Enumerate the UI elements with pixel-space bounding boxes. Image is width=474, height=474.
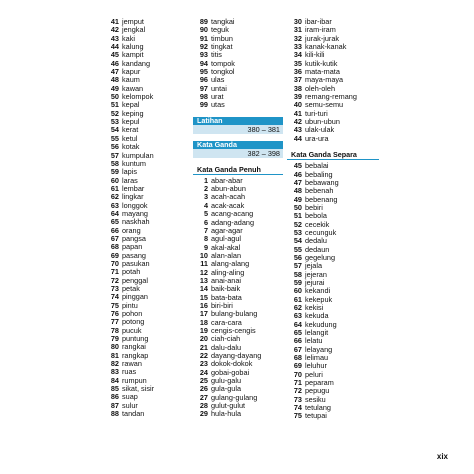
entry-number: 49 xyxy=(110,83,119,93)
entry-word: ura-ura xyxy=(305,133,329,143)
entry-number: 75 xyxy=(110,300,119,310)
entry-word: rumpun xyxy=(122,375,147,385)
entry-number: 66 xyxy=(110,225,119,235)
entry-number: 23 xyxy=(199,359,208,369)
entry-word: laras xyxy=(122,175,138,185)
index-entry xyxy=(287,412,379,420)
index-entry xyxy=(287,135,379,143)
entry-number: 14 xyxy=(199,284,208,294)
entry-word: dalu-dalu xyxy=(211,342,242,352)
entry-number: 13 xyxy=(199,275,208,285)
entry-number: 27 xyxy=(199,392,208,402)
entry-number: 93 xyxy=(199,50,208,60)
entry-word: timbun xyxy=(211,33,233,43)
entry-word: leluhur xyxy=(305,361,327,371)
entry-number: 60 xyxy=(110,175,119,185)
entry-number: 58 xyxy=(293,269,302,279)
entry-word: cara-cara xyxy=(211,317,242,327)
entry-word: cecekik xyxy=(305,219,330,229)
index-list-right-top xyxy=(287,18,379,143)
entry-word: papan xyxy=(122,242,143,252)
entry-number: 70 xyxy=(293,369,302,379)
entry-number: 54 xyxy=(110,125,119,135)
entry-number: 29 xyxy=(199,409,208,419)
entry-number: 40 xyxy=(293,100,302,110)
index-list-middle-bottom xyxy=(193,177,283,419)
entry-number: 64 xyxy=(110,208,119,218)
entry-word: bebalai xyxy=(305,161,329,171)
entry-number: 70 xyxy=(110,258,119,268)
entry-word: kekisi xyxy=(305,303,324,312)
entry-word: penggal xyxy=(122,275,148,285)
entry-number: 45 xyxy=(110,50,119,60)
entry-number: 38 xyxy=(293,83,302,93)
entry-word: kelompok xyxy=(122,92,154,102)
kata-ganda-section xyxy=(193,141,283,158)
entry-number: 58 xyxy=(110,158,119,168)
entry-word: cengis-cengis xyxy=(211,325,256,335)
entry-word: bebenang xyxy=(305,194,338,204)
entry-word: pasang xyxy=(122,250,146,260)
entry-number: 26 xyxy=(199,384,208,394)
entry-word: tetupai xyxy=(305,411,327,421)
entry-number: 65 xyxy=(110,217,119,227)
entry-number: 17 xyxy=(199,309,208,319)
entry-number: 65 xyxy=(293,328,302,338)
kata-ganda-pages: 382 – 398 xyxy=(193,149,283,158)
entry-number: 74 xyxy=(293,403,302,413)
entry-number: 68 xyxy=(110,242,119,252)
entry-word: suap xyxy=(122,392,138,402)
entry-word: abun-abun xyxy=(211,184,246,194)
entry-number: 53 xyxy=(110,117,119,127)
entry-word: abar-abar xyxy=(211,175,243,185)
entry-number: 46 xyxy=(110,58,119,68)
entry-word: gulut-gulut xyxy=(211,401,246,411)
entry-word: puntung xyxy=(122,334,149,344)
entry-word: kalung xyxy=(122,42,144,52)
entry-number: 59 xyxy=(110,167,119,177)
entry-number: 52 xyxy=(110,108,119,118)
entry-number: 45 xyxy=(293,161,302,171)
entry-number: 53 xyxy=(293,227,302,237)
entry-word: bebiri xyxy=(305,202,323,212)
kata-ganda-separa-title: Kata Ganda Separa xyxy=(287,150,379,160)
entry-word: pucuk xyxy=(122,325,142,335)
entry-number: 84 xyxy=(110,375,119,385)
entry-number: 59 xyxy=(293,277,302,287)
entry-number: 31 xyxy=(293,25,302,35)
entry-word: titis xyxy=(211,50,222,60)
entry-word: kampit xyxy=(122,50,144,60)
entry-word: gegelung xyxy=(305,252,336,262)
entry-number: 79 xyxy=(110,334,119,344)
index-column-middle xyxy=(193,18,283,419)
entry-word: ulas xyxy=(211,75,225,85)
entry-number: 72 xyxy=(110,275,119,285)
entry-number: 33 xyxy=(293,42,302,52)
kata-ganda-title: Kata Ganda xyxy=(193,141,283,149)
entry-word: lelayang xyxy=(305,344,333,354)
entry-word: tandan xyxy=(122,409,145,419)
entry-word: kepal xyxy=(122,100,140,110)
entry-word: jemput xyxy=(122,17,144,26)
page-number: xix xyxy=(436,452,448,461)
entry-number: 51 xyxy=(293,211,302,221)
entry-number: 4 xyxy=(203,200,208,210)
entry-word: jengkal xyxy=(122,25,146,35)
entry-word: alan-alan xyxy=(211,250,242,260)
entry-number: 57 xyxy=(293,261,302,271)
entry-word: pintu xyxy=(122,300,138,310)
entry-number: 74 xyxy=(110,292,119,302)
entry-number: 39 xyxy=(293,92,302,102)
entry-word: sesiku xyxy=(305,394,326,404)
entry-number: 99 xyxy=(199,100,208,110)
entry-word: tingkat xyxy=(211,42,233,52)
entry-word: adang-adang xyxy=(211,217,255,227)
entry-word: agar-agar xyxy=(211,225,243,235)
kata-ganda-penuh-title: Kata Ganda Penuh xyxy=(193,165,283,175)
entry-number: 48 xyxy=(110,75,119,85)
entry-number: 83 xyxy=(110,367,119,377)
entry-word: urat xyxy=(211,92,224,102)
latihan-title: Latihan xyxy=(193,117,283,125)
entry-word: kekandi xyxy=(305,286,331,296)
entry-word: pangsa xyxy=(122,233,146,243)
entry-number: 97 xyxy=(199,83,208,93)
entry-number: 62 xyxy=(293,303,302,312)
entry-word: alang-alang xyxy=(211,259,250,269)
entry-word: semu-semu xyxy=(305,100,344,110)
entry-word: potong xyxy=(122,317,145,327)
entry-number: 32 xyxy=(293,33,302,43)
entry-number: 43 xyxy=(110,33,119,43)
entry-number: 28 xyxy=(199,401,208,411)
entry-word: bata-bata xyxy=(211,292,242,302)
entry-word: lelimau xyxy=(305,353,329,363)
entry-number: 56 xyxy=(110,142,119,152)
entry-number: 69 xyxy=(293,361,302,371)
entry-word: kandang xyxy=(122,58,150,68)
entry-number: 71 xyxy=(110,267,119,277)
entry-word: lembar xyxy=(122,183,145,193)
entry-number: 50 xyxy=(293,202,302,212)
entry-number: 22 xyxy=(199,351,208,360)
entry-number: 20 xyxy=(199,334,208,344)
entry-word: lelangit xyxy=(305,328,329,338)
entry-word: orang xyxy=(122,225,141,235)
entry-number: 73 xyxy=(293,394,302,404)
entry-word: anai-anai xyxy=(211,275,242,285)
entry-word: ketul xyxy=(122,133,138,143)
entry-number: 7 xyxy=(203,225,208,235)
entry-word: akal-akal xyxy=(211,242,241,252)
entry-word: jurak-jurak xyxy=(305,33,340,43)
entry-number: 67 xyxy=(293,344,302,354)
entry-word: bebola xyxy=(305,211,327,221)
entry-word: dedaun xyxy=(305,244,330,254)
entry-word: hula-hula xyxy=(211,409,242,419)
entry-word: bebaling xyxy=(305,169,333,179)
entry-number: 5 xyxy=(203,209,208,219)
entry-number: 15 xyxy=(199,292,208,302)
entry-number: 77 xyxy=(110,317,119,327)
entry-word: kotak xyxy=(122,142,140,152)
entry-number: 96 xyxy=(199,75,208,85)
entry-number: 10 xyxy=(199,250,208,260)
entry-number: 72 xyxy=(293,386,302,396)
entry-number: 35 xyxy=(293,58,302,68)
entry-word: gulu-galu xyxy=(211,376,242,386)
entry-number: 60 xyxy=(293,286,302,296)
entry-word: kawan xyxy=(122,83,144,93)
entry-number: 30 xyxy=(293,17,302,26)
entry-word: baik-baik xyxy=(211,284,241,294)
entry-number: 95 xyxy=(199,67,208,77)
entry-number: 82 xyxy=(110,359,119,369)
entry-word: acang-acang xyxy=(211,209,254,219)
entry-number: 47 xyxy=(110,67,119,77)
entry-number: 44 xyxy=(110,42,119,52)
entry-word: sikat, sisir xyxy=(122,384,155,394)
entry-number: 55 xyxy=(110,133,119,143)
entry-word: kekudung xyxy=(305,319,337,329)
entry-number: 75 xyxy=(293,411,302,421)
entry-word: teguk xyxy=(211,25,229,35)
entry-word: ubun-ubun xyxy=(305,117,340,127)
entry-word: iram-iram xyxy=(305,25,336,35)
entry-number: 73 xyxy=(110,284,119,293)
entry-word: lingkar xyxy=(122,192,144,202)
index-column-right xyxy=(287,18,379,421)
entry-word: turi-turi xyxy=(305,108,328,118)
entry-word: mata-mata xyxy=(305,67,340,77)
entry-number: 12 xyxy=(199,267,208,277)
entry-number: 49 xyxy=(293,194,302,204)
entry-number: 55 xyxy=(293,244,302,254)
entry-word: ulak-ulak xyxy=(305,125,335,135)
entry-word: ibar-ibar xyxy=(305,17,332,26)
entry-number: 9 xyxy=(203,242,208,252)
entry-word: peluri xyxy=(305,369,323,379)
entry-word: lapis xyxy=(122,167,138,177)
entry-word: sulur xyxy=(122,400,138,410)
entry-word: bebawang xyxy=(305,177,339,187)
entry-number: 42 xyxy=(110,25,119,35)
entry-word: tongkol xyxy=(211,67,235,77)
entry-number: 98 xyxy=(199,92,208,102)
index-list-middle-top xyxy=(193,18,283,110)
entry-word: bulang-bulang xyxy=(211,309,258,319)
entry-number: 44 xyxy=(293,133,302,143)
entry-word: jejeran xyxy=(305,269,327,279)
entry-number: 34 xyxy=(293,50,302,60)
entry-number: 11 xyxy=(200,259,208,269)
entry-number: 19 xyxy=(199,325,208,335)
entry-number: 63 xyxy=(293,311,302,321)
entry-word: pinggan xyxy=(122,292,148,302)
entry-word: kerat xyxy=(122,125,139,135)
entry-number: 63 xyxy=(110,200,119,210)
entry-number: 6 xyxy=(203,217,208,227)
entry-word: remang-remang xyxy=(305,92,357,102)
entry-number: 47 xyxy=(293,177,302,187)
entry-word: kepul xyxy=(122,117,140,127)
entry-number: 71 xyxy=(293,378,302,388)
entry-number: 89 xyxy=(199,17,208,26)
entry-number: 78 xyxy=(110,325,119,335)
entry-number: 52 xyxy=(293,219,302,229)
index-list-right-bottom xyxy=(287,162,379,421)
entry-number: 86 xyxy=(110,392,119,402)
entry-word: kumpulan xyxy=(122,150,154,160)
entry-number: 37 xyxy=(293,75,302,85)
entry-word: kanak-kanak xyxy=(305,42,347,52)
entry-number: 16 xyxy=(199,300,208,310)
entry-word: rangkap xyxy=(122,350,149,360)
entry-number: 66 xyxy=(293,336,302,346)
entry-number: 67 xyxy=(110,233,119,243)
entry-number: 41 xyxy=(110,17,119,26)
entry-number: 80 xyxy=(110,342,119,352)
entry-number: 94 xyxy=(199,58,208,68)
entry-number: 61 xyxy=(293,294,302,304)
entry-word: gulang-gulang xyxy=(211,392,258,402)
entry-word: kuntum xyxy=(122,158,146,168)
entry-number: 41 xyxy=(293,108,302,118)
entry-word: rawan xyxy=(122,359,142,369)
entry-number: 43 xyxy=(293,125,302,135)
entry-word: gula-gula xyxy=(211,384,242,394)
entry-number: 18 xyxy=(199,317,208,327)
entry-word: kekepuk xyxy=(305,294,333,304)
entry-number: 68 xyxy=(293,353,302,363)
entry-word: potah xyxy=(122,267,141,277)
entry-number: 90 xyxy=(199,25,208,35)
entry-word: pepugu xyxy=(305,386,330,396)
entry-word: acak-acak xyxy=(211,200,245,210)
index-entry xyxy=(193,410,283,418)
entry-number: 24 xyxy=(199,367,208,377)
entry-number: 92 xyxy=(199,42,208,52)
entry-number: 62 xyxy=(110,192,119,202)
entry-word: untai xyxy=(211,83,227,93)
entry-word: peparam xyxy=(305,378,334,388)
entry-word: cecunguk xyxy=(305,227,337,237)
entry-number: 54 xyxy=(293,236,302,246)
entry-number: 85 xyxy=(110,384,119,394)
entry-number: 25 xyxy=(199,376,208,386)
entry-word: tangkai xyxy=(211,17,235,26)
entry-word: ruas xyxy=(122,367,137,377)
index-column-left xyxy=(104,18,192,419)
entry-number: 56 xyxy=(293,252,302,262)
entry-number: 50 xyxy=(110,92,119,102)
entry-number: 3 xyxy=(203,192,208,202)
entry-word: jejala xyxy=(305,261,323,271)
entry-word: maya-maya xyxy=(305,75,344,85)
entry-word: biri-biri xyxy=(211,300,233,310)
entry-word: ciah-ciah xyxy=(211,334,241,344)
entry-word: gobai-gobai xyxy=(211,367,250,377)
entry-number: 1 xyxy=(203,175,208,185)
entry-word: aling-aling xyxy=(211,267,245,277)
entry-word: jejurai xyxy=(305,277,325,287)
entry-word: utas xyxy=(211,100,225,110)
entry-word: acah-acah xyxy=(211,192,246,202)
entry-number: 36 xyxy=(293,67,302,77)
entry-number: 87 xyxy=(110,400,119,410)
entry-word: agul-agul xyxy=(211,234,242,244)
index-entry xyxy=(193,101,283,109)
entry-number: 21 xyxy=(199,342,208,352)
entry-word: oleh-oleh xyxy=(305,83,336,93)
entry-word: dedalu xyxy=(305,236,327,246)
entry-word: bebenah xyxy=(305,186,334,196)
entry-word: tompok xyxy=(211,58,235,68)
entry-number: 2 xyxy=(203,184,208,194)
latihan-section xyxy=(193,117,283,134)
entry-number: 61 xyxy=(110,183,119,193)
entry-word: dokok-dokok xyxy=(211,359,253,369)
entry-number: 42 xyxy=(293,117,302,127)
latihan-pages: 380 – 381 xyxy=(193,125,283,134)
entry-word: petak xyxy=(122,284,140,293)
entry-number: 69 xyxy=(110,250,119,260)
entry-word: kaki xyxy=(122,33,135,43)
entry-word: lelatu xyxy=(305,336,323,346)
entry-number: 64 xyxy=(293,319,302,329)
index-entry xyxy=(104,410,192,418)
entry-number: 91 xyxy=(199,33,208,43)
entry-number: 51 xyxy=(110,100,119,110)
entry-word: keping xyxy=(122,108,144,118)
entry-word: naskhah xyxy=(122,217,150,227)
entry-number: 8 xyxy=(203,234,208,244)
entry-number: 76 xyxy=(110,309,119,319)
entry-word: tetulang xyxy=(305,403,331,413)
entry-number: 81 xyxy=(110,350,119,360)
entry-word: mayang xyxy=(122,208,148,218)
entry-word: pohon xyxy=(122,309,143,319)
entry-number: 46 xyxy=(293,169,302,179)
entry-word: kutik-kutik xyxy=(305,58,338,68)
entry-word: dayang-dayang xyxy=(211,351,262,360)
entry-number: 48 xyxy=(293,186,302,196)
entry-word: longgok xyxy=(122,200,148,210)
entry-word: pasukan xyxy=(122,258,150,268)
entry-word: kekuda xyxy=(305,311,329,321)
entry-word: rangkai xyxy=(122,342,146,352)
entry-word: kapur xyxy=(122,67,141,77)
entry-number: 57 xyxy=(110,150,119,160)
entry-word: kili-kili xyxy=(305,50,325,60)
entry-word: kaum xyxy=(122,75,140,85)
entry-number: 88 xyxy=(110,409,119,419)
